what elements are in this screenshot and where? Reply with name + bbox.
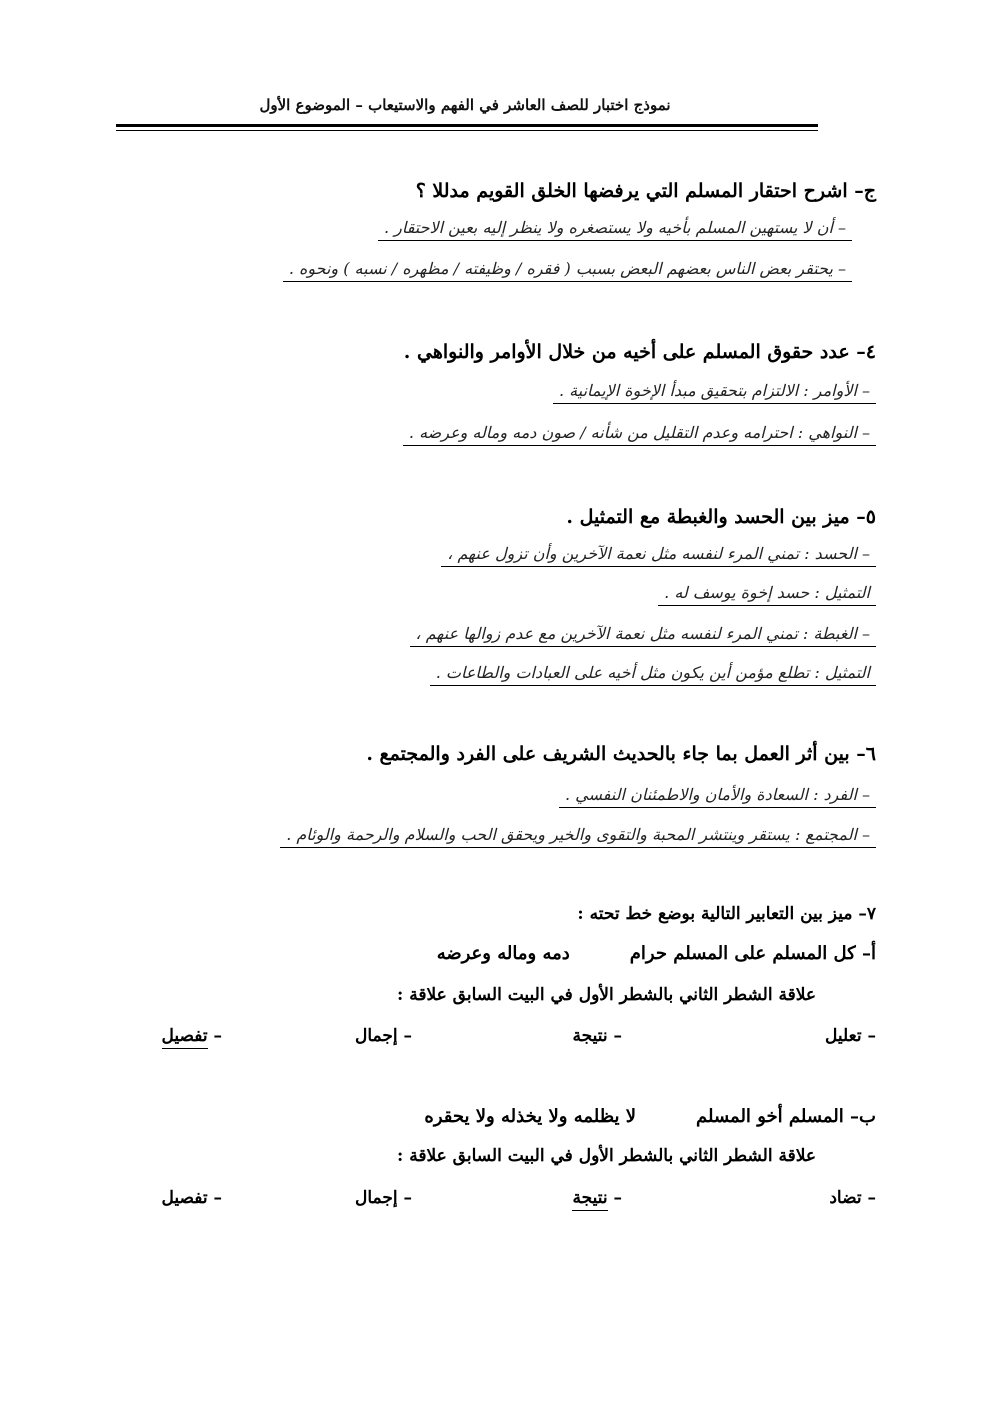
question-7b-option-2: – نتيجة [572,1188,622,1208]
header-rule-thick [116,124,818,127]
question-7b-verse-second: لا يظلمه ولا يخذله ولا يحقره [424,1106,637,1127]
page-header: نموذج اختبار للصف العاشر في الفهم والاستيعاب – الموضوع الأول [259,96,671,114]
question-5-answer-1: – الحسد : تمني المرء لنفسه مثل نعمة الآخرين وأن تزول عنهم ، [441,544,876,567]
question-j-title: ج– اشرح احتقار المسلم التي يرفضها الخلق القويم مدللا ؟ [415,180,876,202]
question-4-answer-2: – النواهي : احترامه وعدم التقليل من شأنه / صون دمه وماله وعرضه . [403,423,876,446]
question-7a-option-1: – تعليل [825,1026,876,1046]
question-6-title: ٦– بين أثر العمل بما جاء بالحديث الشريف على الفرد والمجتمع . [366,743,876,765]
question-j-answer-1: – أن لا يستهين المسلم بأخيه ولا يستصغره ولا ينظر إليه بعين الاحتقار . [378,218,852,241]
header-rule-thin [116,130,818,131]
question-6-answer-2: – المجتمع : يستقر وينتشر المحبة والتقوى والخير ويحقق الحب والسلام والرحمة والوئام . [280,825,876,848]
question-4-answer-1: – الأوامر : الالتزام بتحقيق مبدأ الإخوة الإيمانية . [553,381,876,404]
question-5-answer-3: – الغبطة : تمني المرء لنفسه مثل نعمة الآخرين مع عدم زوالها عنهم ، [410,624,876,647]
question-7a-verse [437,943,876,964]
question-7b-prompt: علاقة الشطر الثاني بالشطر الأول في البيت السابق علاقة : [397,1146,816,1166]
question-7a-option-4: – تفصيل [162,1026,223,1046]
question-7a-underlined-answer: تفصيل [162,1026,208,1049]
question-j-answer-2: – يحتقر بعض الناس بعضهم البعض بسبب ( فقره / وظيفته / مظهره / نسبه ) ونحوه . [283,259,852,282]
question-7b-underlined-answer: نتيجة [572,1188,607,1211]
question-7a-verse-first: أ– كل المسلم على المسلم حرام [629,943,876,964]
question-6-answer-1: – الفرد : السعادة والأمان والاطمئنان النفسي . [559,785,876,808]
question-7-title: ٧– ميز بين التعابير التالية بوضع خط تحته : [577,904,876,924]
question-7a-verse-second: دمه وماله وعرضه [436,943,570,964]
question-5-answer-2: التمثيل : حسد إخوة يوسف له . [658,583,876,606]
question-7b-option-4: – تفصيل [161,1188,222,1208]
question-7b-option-1: – تضاد [829,1188,876,1208]
question-7b-verse [424,1106,876,1127]
question-4-title: ٤– عدد حقوق المسلم على أخيه من خلال الأوامر والنواهي . [403,341,876,363]
question-7a-prompt: علاقة الشطر الثاني بالشطر الأول في البيت السابق علاقة : [397,985,816,1005]
question-7a-option-3: – إجمال [354,1026,412,1046]
question-5-title: ٥– ميز بين الحسد والغبطة مع التمثيل . [566,506,876,528]
question-7b-option-3: – إجمال [354,1188,412,1208]
question-7b-verse-first: ب– المسلم أخو المسلم [696,1106,876,1127]
question-5-answer-4: التمثيل : تطلع مؤمن أين يكون مثل أخيه على العبادات والطاعات . [430,663,876,686]
question-7a-option-2: – نتيجة [572,1026,622,1046]
